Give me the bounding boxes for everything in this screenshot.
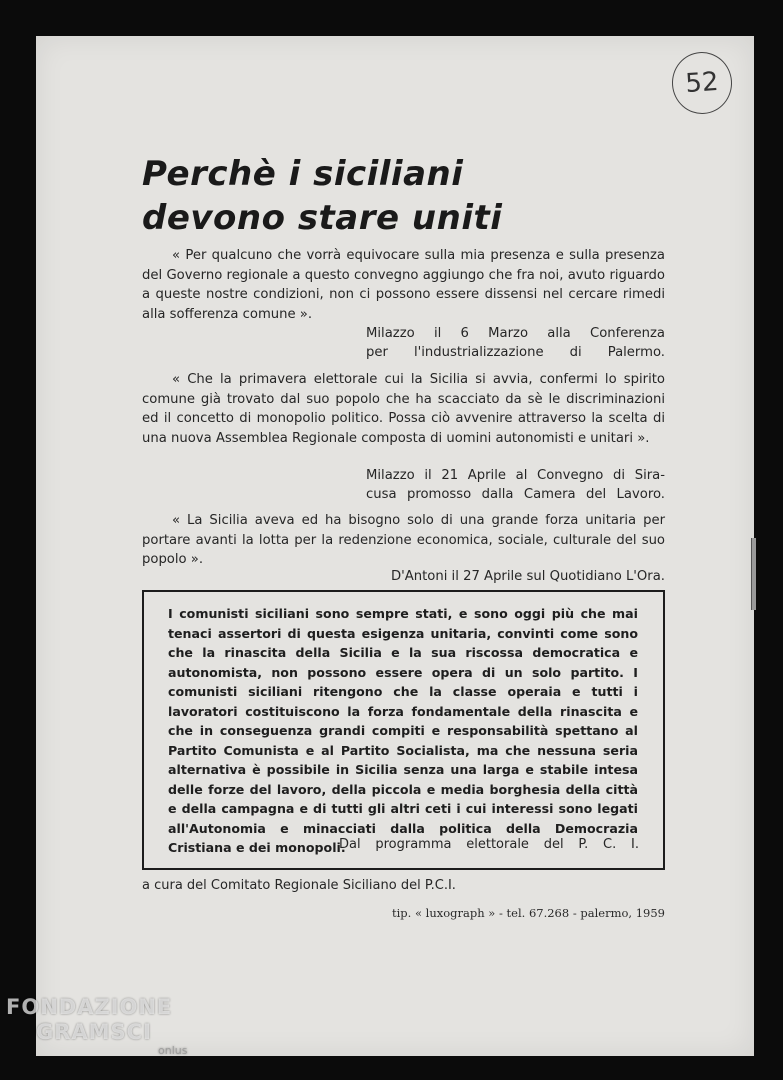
page-title [142, 152, 662, 240]
quote-3-text: « La Sicilia aveva ed ha bisogno solo di una grande forza unitaria per portare avanti la lotta per la redenzione economica, sociale, culturale del suo popolo ». [142, 513, 665, 567]
pci-statement-signature: Dal programma elettorale del P. C. I. [339, 837, 639, 852]
quote-1-attribution-line-2: per l'industrializzazione di Palermo. [366, 345, 665, 360]
staple-edge [751, 538, 756, 610]
title-line-2: devono stare uniti [142, 198, 503, 238]
watermark-logo [6, 994, 206, 1057]
printer-credit: tip. « luxograph » - tel. 67.268 - palermo, 1959 [392, 906, 665, 920]
quote-1-text: « Per qualcuno che vorrà equivocare sulla mia presenza e sulla presenza del Governo regionale a questo convegno aggiungo che fra noi, avuto riguardo a queste nostre condizioni, non ci possono essere dissensi nel cercare rimedi alla sofferenza comune ». [142, 248, 665, 322]
watermark-line-2: GRAMSCI [36, 1020, 152, 1044]
quote-1-attribution-line-1: Milazzo il 6 Marzo alla Conferenza [366, 326, 665, 341]
pci-statement-text: I comunisti siciliani sono sempre stati, e sono oggi più che mai tenaci assertori di questa esigenza unitaria, convinti come sono che la rinascita della Sicilia e la sua riscossa democratica e autonomista, non possono essere opera di un solo partito. I comunisti siciliani ritengono che la classe operaia e tutti i lavoratori costituiscono la forza fondamentale della rinascita e che in conseguenza grandi compiti e responsabilità spettano al Partito Comunista e al Partito Socialista, ma che nessuna seria alternativa è possibile in Sicilia senza una larga e stabile intesa delle forze del lavoro, della piccola e media borghesia della città e della campagna e di tutti gli altri ceti i cui interessi sono legati all'Autonomia e minacciati dalla politica della Democrazia Cristiana e dei monopoli. [168, 606, 638, 855]
curated-by: a cura del Comitato Regionale Siciliano del P.C.I. [142, 878, 456, 893]
quote-1 [142, 246, 665, 324]
pci-statement-box [142, 590, 665, 870]
title-line-1: Perchè i siciliani [142, 154, 464, 194]
quote-2-attribution-line-1: Milazzo il 21 Aprile al Convegno di Sira- [366, 468, 665, 483]
quote-2 [142, 370, 665, 448]
quote-2-attribution-line-2: cusa promosso dalla Camera del Lavoro. [366, 487, 665, 502]
watermark-line-1: FONDAZIONE [6, 995, 173, 1019]
watermark-line-3: onlus [158, 1044, 188, 1057]
quote-2-text: « Che la primavera elettorale cui la Sicilia si avvia, confermi lo spirito comune già trovato dal suo popolo che ha scacciato da sè le discriminazioni ed il concetto di monopolio politico. Possa ciò avvenire attraverso la scelta di una nuova Assemblea Regionale composta di uomini autonomisti e unitari ». [142, 372, 665, 446]
quote-3 [142, 511, 665, 570]
archive-number: 52 [670, 50, 734, 116]
quote-3-attribution: D'Antoni il 27 Aprile sul Quotidiano L'Ora. [390, 569, 665, 584]
